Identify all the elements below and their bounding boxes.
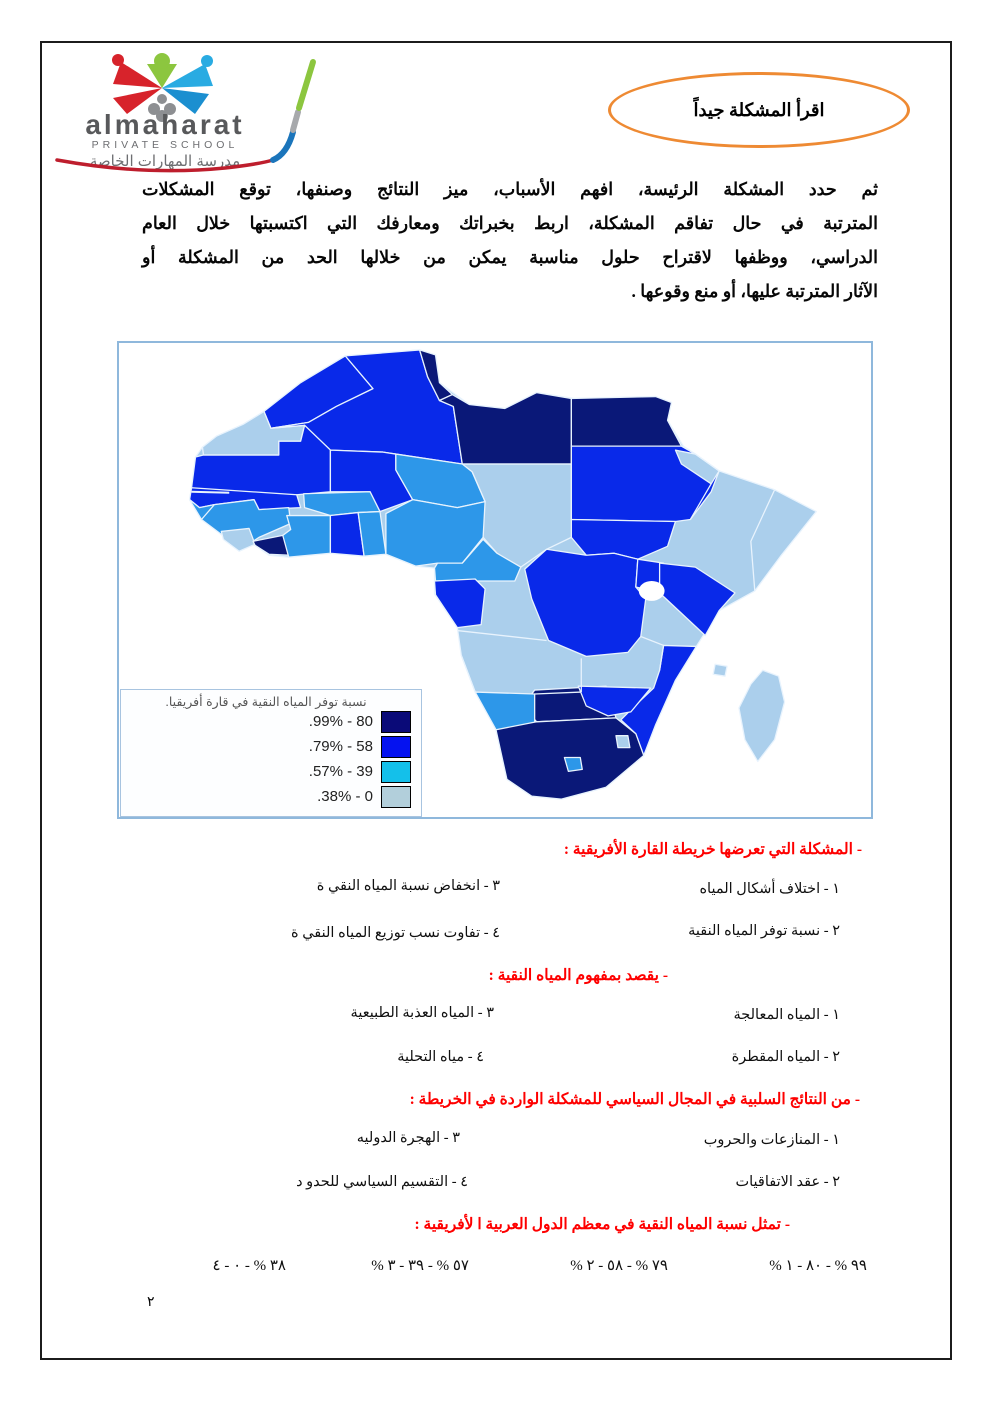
option-item: ٤ - تفاوت نسب توزيع المياه النقي ة (291, 925, 500, 941)
option-item: ٢ - نسبة توفر المياه النقية (688, 923, 840, 939)
country-comoros (713, 664, 727, 676)
legend-swatch-58-79 (381, 736, 411, 758)
map-legend-title: نسبة توفر المياه النقية في قارة أفريقيا. (165, 695, 367, 709)
legend-row (121, 709, 421, 734)
page-number: ٢ (147, 1295, 155, 1310)
legend-label: .38% - 0 (317, 788, 373, 805)
legend-swatch-0-38 (381, 786, 411, 808)
country-cote-divoire (283, 516, 331, 558)
country-egypt (571, 397, 681, 447)
option-item: ١ - المنازعات والحروب (703, 1132, 840, 1148)
africa-water-map (117, 341, 873, 819)
option-item: ٣ - انخفاض نسبة المياه النقي ة (316, 878, 500, 894)
country-swaziland (616, 736, 630, 748)
country-sierra-leone (221, 528, 255, 551)
option-item: ٤ - التقسيم السياسي للحدو د (296, 1174, 468, 1190)
lake-victoria (639, 581, 665, 601)
option-item: ٤ - مياه التحلية (397, 1049, 484, 1065)
logo-subtitle: PRIVATE SCHOOL (91, 139, 239, 151)
country-madagascar (739, 670, 785, 761)
section-heading-pure-water-definition: - يقصد بمفهوم المياه النقية : (488, 967, 668, 984)
legend-row (121, 784, 421, 809)
intro-line: المترتبة في حال تفاقم المشكلة، اربط بخبراتك ومعارفك التي اكتسبتها خلال العام (142, 213, 878, 233)
intro-line: الدراسي، ووظفها لاقتراح حلول مناسبة يمكن من خلالها الحد من المشكلة أو (142, 247, 878, 267)
option-item: ٣ - المياه العذبة الطبيعية (350, 1005, 494, 1021)
section-heading-map-problem: - المشكلة التي تعرضها خريطة القارة الأفريقية : (563, 841, 862, 858)
percent-option: % ٥٧ % - ٣٩ - ٣ (371, 1258, 469, 1274)
legend-row (121, 734, 421, 759)
legend-label: .99% - 80 (308, 713, 373, 730)
section-heading-negative-political-results: - من النتائج السلبية في المجال السياسي للمشكلة الواردة في الخريطة : (409, 1091, 860, 1108)
option-item: ١ - اختلاف أشكال المياه (699, 881, 840, 897)
read-problem-badge-label: اقرأ المشكلة جيداً (693, 99, 825, 120)
logo-name: almaharat (85, 109, 245, 140)
logo-arabic-name: مدرسة المهارات الخاصة (89, 153, 241, 170)
intro-line: ثم حدد المشكلة الرئيسة، افهم الأسباب، ميز النتائج وصنفها، توقع المشكلات (142, 179, 878, 199)
intro-paragraph (142, 172, 878, 308)
legend-swatch-80-99 (381, 711, 411, 733)
map-legend (120, 689, 422, 817)
section-heading-water-percentage: - تمثل نسبة المياه النقية في معظم الدول العربية ا لأفريقية : (414, 1216, 790, 1233)
percent-option: % ٩٩ % - ٨٠ - ١ (769, 1258, 867, 1274)
country-gabon (435, 579, 486, 628)
gambia-border (192, 492, 230, 493)
option-item: ٢ - المياه المقطرة (731, 1049, 840, 1065)
legend-label: .57% - 39 (308, 763, 373, 780)
percent-option: % ٧٩ % - ٥٨ - ٢ (570, 1258, 668, 1274)
school-logo (55, 52, 345, 182)
read-problem-badge (608, 72, 910, 148)
legend-row (121, 759, 421, 784)
intro-line: الآثار المترتبة عليها، أو منع وقوعها . (631, 281, 878, 301)
legend-label: .79% - 58 (308, 738, 373, 755)
option-item: ٢ - عقد الاتفاقيات (735, 1174, 840, 1190)
option-item: ٣ - الهجرة الدوليه (356, 1130, 460, 1146)
option-item: ١ - المياه المعالجة (733, 1007, 840, 1023)
percent-option: ٣٨ % - ٠ - ٤ (212, 1258, 286, 1274)
legend-swatch-39-57 (381, 761, 411, 783)
